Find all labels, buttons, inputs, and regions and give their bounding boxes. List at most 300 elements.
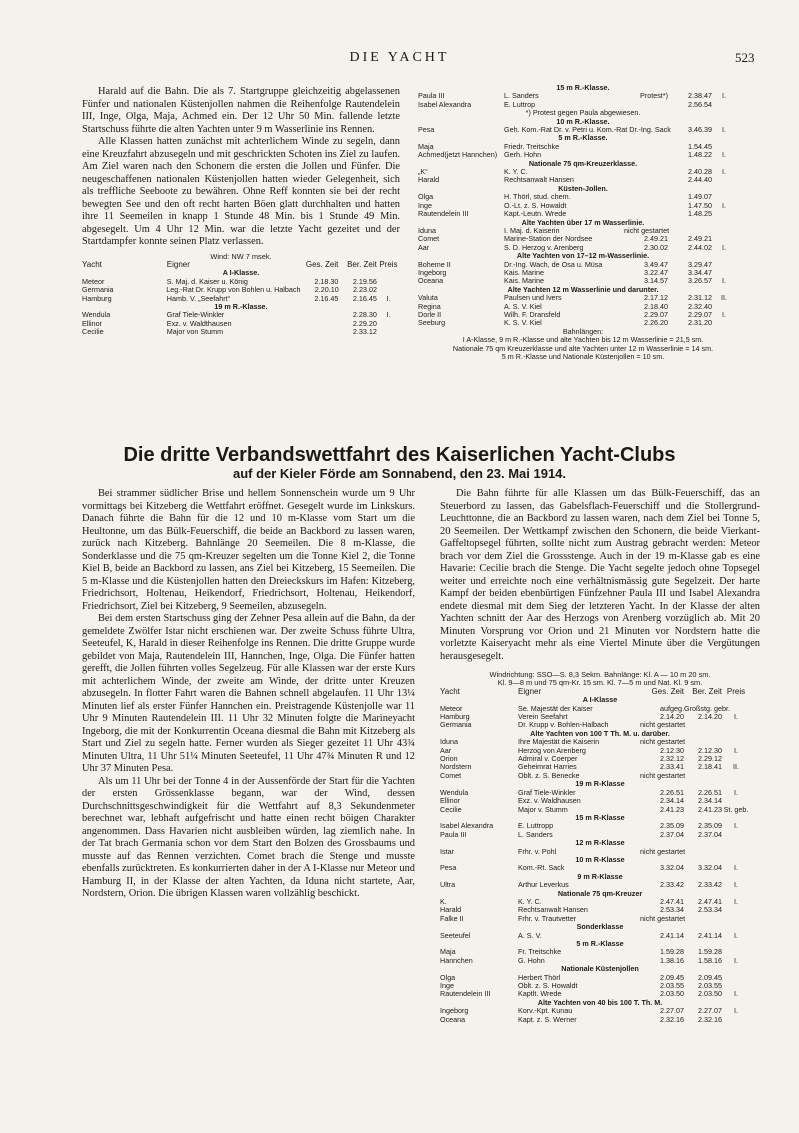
- corrected-time-cell: [684, 848, 722, 856]
- total-time-cell: 2.41.14: [660, 930, 684, 940]
- yacht-cell: Olga: [418, 192, 434, 202]
- class-heading: Alte Yachten von 100 T Th. M. u. darüber.: [530, 728, 670, 738]
- total-time-cell: 2.27.07: [660, 1006, 684, 1016]
- corrected-time-cell: [684, 772, 722, 780]
- corrected-time-cell: 2.31.12: [688, 293, 712, 303]
- prize-cell: [377, 278, 400, 286]
- corrected-time-cell: 2.44.02: [688, 242, 712, 252]
- prize-cell: [712, 101, 736, 109]
- total-time-cell: 2.18.30: [314, 276, 339, 286]
- prize-cell: I.: [734, 712, 738, 722]
- total-time-cell: nicht gestartet: [624, 225, 670, 235]
- yacht-cell: Germania: [82, 285, 114, 295]
- corrected-time-cell: 1.58.16: [698, 955, 722, 965]
- paragraph: Als um 11 Uhr bei der Tonne 4 in der Aussenförde der Start für die Yachten der ersten Grössenklasse begann, war der Wind, dessen Durchschnittsgeschwindigkeit für die Wettfahrt auf 8,3 Sekundenmeter berechnet war, lebhaft aufgefrischt und hatte einen recht böigen Charakter angenommen. Dass Havarien nicht ausbleiben würden, lag ziemlich nahe. In der Tat brach Germania schon vor dem Start den Bolzen des Grossbaums und musste auf das Rennen verzichten. Comet brach die Stenge und musste ebenfalls zurücktreten. Es konkurrierten daher in der A I-Klasse nur Meteor und Hamburg II, in der Klasse der alten Yachten, da Iduna nicht startete, Aar, Nordstern, Orion. Die übrigen Klassen waren vollzählig beschickt.: [82, 775, 415, 899]
- total-time-cell: 2.32.12: [660, 754, 684, 764]
- corrected-time-cell: 2.34.14: [698, 796, 722, 806]
- owner-cell: Wilh. F. Dransfeld: [504, 309, 561, 319]
- owner-cell: E. Luttropp: [518, 821, 554, 831]
- prize-cell: II.: [721, 293, 727, 303]
- total-time-cell: nicht gestartet: [640, 846, 686, 856]
- owner-cell: Frhr. v. Trautvetter: [518, 913, 577, 923]
- total-time-cell: 2.47.41: [660, 896, 684, 906]
- article-right-text: [440, 488, 760, 663]
- owner-cell: I. Maj. d. Kaiserin: [504, 225, 560, 235]
- prize-cell: [377, 320, 400, 328]
- prize-cell: [722, 915, 750, 923]
- prize-cell: I.: [722, 200, 726, 210]
- total-time-cell: 2.12.30: [660, 745, 684, 755]
- bahnlaengen-line: I A-Klasse, 9 m R.-Klasse und alte Yachten bis 12 m Wasserlinie = 21,5 sm.: [462, 335, 704, 345]
- paragraph: Bei dem ersten Startschuss ging der Zehner Pesa allein auf die Bahn, da der gemeldete Zwölfer Istar nicht erschienen war. Der zweite Schuss führte Ultra, Seeteufel, K, Harald in dieser Reihenfolge ins Rennen. Die dritte Gruppe wurde gebildet von Maja, Rautendelein III, Hannchen, Inge, Olga. Die Fünfer hatten gerefft, die Jollen führten volles Segelzeug. Für alle Klassen war der erste Kurs mit achterlichem Winde, der zweite am Winde, der dritte unter Kreuzen abzusegeln. In flotter Fahrt waren die Bahnen schnell abgelaufen. 11 Uhr 13¼ Minuten lief als erster Fünfer Hannchen ein. Preistragende Küstenjolle war 11 Uhr 9 Minuten Rautendelein III. 11 Uhr 32 Minuten folgte die Marineyacht Ingeborg, die mit der Konkurrentin Oceana diesmal die Bahn mit Kitzeberg als Start und Ziel zu segeln hatte. Ferner wurden als Sieger gezeitet 11 Uhr 43¾ Minuten Ultra, 11 Uhr 51¼ Minuten Seeteufel, 11 Uhr 47¾ Minuten R und 12 Uhr 37 Minuten Pesa.: [82, 613, 415, 774]
- class-heading: 5 m R.-Klasse.: [558, 133, 608, 143]
- yacht-cell: Nordstern: [440, 762, 472, 772]
- owner-cell: Oblt. z. S. Howaldt: [518, 981, 578, 991]
- corrected-time-cell: 2.40.28: [688, 167, 712, 177]
- yacht-cell: Oceana: [440, 1014, 466, 1024]
- owner-cell: Rechtsanwalt Hansen: [504, 175, 574, 185]
- prize-cell: I.: [734, 863, 738, 873]
- yacht-cell: Hamburg: [82, 293, 112, 303]
- corrected-time-cell: 2.09.45: [698, 972, 722, 982]
- owner-cell: Se. Majestät der Kaiser: [518, 703, 593, 713]
- corrected-time-cell: 2.29.07: [688, 309, 712, 319]
- owner-cell: G. Hohn: [518, 955, 545, 965]
- yacht-cell: Comet: [418, 234, 440, 244]
- prize-cell: I.: [722, 242, 726, 252]
- corrected-time-cell: 2.35.09: [698, 821, 722, 831]
- total-time-cell: [300, 328, 339, 336]
- yacht-cell: Aar: [440, 745, 452, 755]
- owner-cell: S. D. Herzog v. Arenberg: [504, 242, 584, 252]
- total-time-cell: 2.30.02: [644, 242, 668, 252]
- prize-cell: I.: [734, 1006, 738, 1016]
- owner-cell: Exz. v. Waldthausen: [166, 318, 232, 328]
- prize-cell: I.: [386, 293, 391, 303]
- owner-cell: Eigner: [166, 259, 190, 269]
- yacht-cell: K.: [440, 896, 447, 906]
- yacht-cell: Meteor: [440, 703, 463, 713]
- prize-cell: Preis: [726, 686, 746, 696]
- class-heading: 15 m R.-Klasse.: [556, 83, 610, 92]
- yacht-cell: Valuta: [418, 293, 438, 303]
- article-title: Die dritte Verbandswettfahrt des Kaiserlichen Yacht-Clubs: [123, 444, 676, 466]
- corrected-time-cell: 2.14.20: [698, 712, 722, 722]
- owner-cell: L. Sanders: [504, 91, 539, 101]
- owner-cell: Hamb. V. „Seefahrt“: [166, 293, 231, 303]
- corrected-time-cell: 3.29.47: [688, 259, 712, 269]
- owner-cell: Gerh. Hohn: [504, 150, 542, 160]
- class-heading: A I-Klasse.: [222, 268, 260, 278]
- paragraph: Die Bahn führte für alle Klassen um das Bülk-Feuerschiff, das an Steuerbord zu lassen, das Gabelsflach-Feuerschiff und die Stollergrund-Leuchttonne, die an Backbord zu lassen waren, nach dem Ziel bei Tonne 5, 20 Seemeilen. Der Wettkampf zwischen den Schonern, die beide Vierkant-Gaffeltopsegel führten, sollte nicht zum Austrag gebracht werden: Meteor brach vor dem Ziel die Grossstenge. Auch in der 19 m-Klasse gab es eine Havarie: Cecilie brach die Stenge. Die Yacht segelte jedoch ohne Topsegel weiter und erreichte noch eine verhältnismässig gute Segelzeit. Der harte Kampf der beiden ebenbürtigen Fünfzehner Paula III und Isabel Alexandra endete diesmal mit dem Sieg der letzteren Yacht. In der Klasse der alten Yachten schnitt der Aar des Herzogs von Arenberg vorzüglich ab. Mit 20 Minuten Vorsprung vor Orion und 21 Minuten vor Nordstern hatte die vorletzte Kaiseryacht mehr als eine Viertel Minute über die Vergütungen herausgesegelt.: [440, 488, 760, 662]
- owner-cell: Geheimrat Harries: [518, 762, 577, 772]
- corrected-time-cell: 2.12.30: [698, 745, 722, 755]
- yacht-cell: Wendula: [82, 310, 111, 320]
- yacht-cell: Ultra: [440, 880, 456, 890]
- class-heading: Nationale 75 qm-Kreuzerklasse.: [528, 158, 638, 168]
- total-time-cell: 2.20.10: [314, 285, 339, 295]
- owner-cell: Herbert Thörl: [518, 972, 561, 982]
- corrected-time-cell: 2.16.45: [352, 293, 377, 303]
- corrected-time-cell: 1.59.28: [698, 947, 722, 957]
- total-time-cell: Ges. Zeit: [305, 259, 339, 269]
- yacht-cell: Pesa: [418, 125, 435, 135]
- top-left-column: [82, 86, 400, 337]
- total-time-cell: [624, 193, 668, 201]
- corrected-time-cell: 1.47.50: [688, 200, 712, 210]
- corrected-time-cell: 1.48.22: [688, 150, 712, 160]
- total-time-cell: [624, 143, 668, 151]
- owner-cell: Fr. Treitschke: [518, 947, 562, 957]
- owner-cell: K. S. V. Kiel: [504, 318, 542, 328]
- class-heading: Alte Yachten 12 m Wasserlinie und darunter.: [507, 284, 659, 294]
- corrected-time-cell: 2.03.50: [698, 989, 722, 999]
- yacht-cell: Meteor: [82, 276, 105, 286]
- total-time-cell: Protest*): [640, 91, 668, 101]
- owner-cell: Kais. Marine: [504, 276, 544, 286]
- wind-line: Kl. 9—8 m und 75 qm-Kr. 15 sm. Kl. 7—5 m und Nat. Kl. 9 sm.: [497, 678, 703, 688]
- total-time-cell: 2.17.12: [644, 293, 668, 303]
- corrected-time-cell: 2.26.51: [698, 787, 722, 797]
- corrected-time-cell: 2.23.02: [353, 285, 378, 295]
- total-time-cell: nicht gestartet: [640, 770, 686, 780]
- yacht-cell: Seeburg: [418, 318, 446, 328]
- corrected-time-cell: 1.49.07: [688, 192, 712, 202]
- prize-cell: I.: [386, 310, 391, 320]
- total-time-cell: 2.49.21: [644, 234, 668, 244]
- yacht-cell: Iduna: [440, 737, 458, 747]
- table-row: [440, 906, 760, 914]
- class-heading: Alte Yachten von 40 bis 100 T. Th. M.: [537, 997, 663, 1007]
- total-time-cell: [624, 176, 668, 184]
- prize-cell: [722, 974, 750, 982]
- yacht-cell: Dorle II: [418, 309, 442, 319]
- owner-cell: Leg.-Rat Dr. Krupp von Bohlen u. Halbach: [166, 285, 301, 295]
- total-time-cell: 2.32.16: [660, 1014, 684, 1024]
- corrected-time-cell: [684, 721, 722, 729]
- bahnlaengen-line: Nationale 75 qm Kreuzerklasse und alte Yachten unter 12 m Wasserlinie = 14 sm.: [452, 343, 714, 353]
- owner-cell: Exz. v. Waldhausen: [518, 796, 581, 806]
- owner-cell: Major von Stumm: [166, 327, 224, 337]
- class-heading: 9 m R-Klasse: [577, 871, 623, 881]
- owner-cell: E. Luttrop: [504, 99, 536, 109]
- yacht-cell: Boheme II: [418, 259, 451, 269]
- bahnlaengen-line: 5 m R.-Klasse und Nationale Küstenjollen = 10 sm.: [501, 352, 665, 361]
- table-row: [440, 1016, 760, 1024]
- yacht-cell: Oceana: [418, 276, 444, 286]
- class-heading: Alte Yachten von 17–12 m-Wasserlinie.: [516, 251, 650, 261]
- yacht-cell: Ingeborg: [440, 1006, 469, 1016]
- owner-cell: Kaptlt. Wrede: [518, 989, 562, 999]
- yacht-cell: Germania: [440, 720, 472, 730]
- owner-cell: Major v. Stumm: [518, 804, 568, 814]
- paragraph: Alle Klassen hatten zunächst mit achterlichem Winde zu segeln, dann eine Kreuzfahrt abzusegeln und mit geschrickten Schoten ins Ziel zu laufen. Am Ziel waren nach den Schonern die ersten die Jollen und Fünfer. Die neugeschaffenen nationalen Küstenjollen hatten wieder Gelegenheit, sich als treffliche Seeboote zu bewähren. Ohne Reff konnten sie bei der recht bewegten See und den oft recht harten Böen glatt durchhalten und hatten ihre 11 Seemeilen in knapp 1 Stunde 48 Min. bis 1 Stunde 49 Min. abgesegelt. Um 4 Uhr 12 Min. war die letzte Yacht gezeitet und der Startdampfer konnte seinen Platz verlassen.: [82, 136, 400, 247]
- corrected-time-cell: 2.18.41: [698, 762, 722, 772]
- yacht-cell: Yacht: [440, 686, 460, 696]
- total-time-cell: 2.03.55: [660, 981, 684, 991]
- total-time-cell: 2.33.41: [660, 762, 684, 772]
- corrected-time-cell: 3.34.47: [688, 267, 712, 277]
- owner-cell: O.-Lt. z. S. Howaldt: [504, 200, 567, 210]
- yacht-cell: Iduna: [418, 225, 436, 235]
- total-time-cell: 2.03.50: [660, 989, 684, 999]
- total-time-cell: nicht gestartet: [640, 720, 686, 730]
- owner-cell: S. Maj. d. Kaiser u. König: [166, 276, 248, 286]
- owner-cell: Dr.-Ing. Wach, de Osa u. Müsa: [504, 259, 603, 269]
- prize-cell: [712, 261, 736, 269]
- yacht-cell: Cecilie: [440, 804, 462, 814]
- yacht-cell: Paula III: [440, 829, 467, 839]
- prize-cell: I.: [734, 880, 738, 890]
- prize-cell: II.: [733, 762, 739, 772]
- class-heading: 10 m R-Klasse: [575, 854, 625, 864]
- yacht-cell: Ellinor: [82, 318, 102, 328]
- total-time-cell: 2.37.04: [660, 829, 684, 839]
- class-heading: Alte Yachten über 17 m Wasserlinie.: [521, 217, 645, 227]
- total-time-cell: nicht gestartet: [640, 913, 686, 923]
- total-time-cell: 2.29.07: [644, 309, 668, 319]
- total-time-cell: 1.38.16: [660, 955, 684, 965]
- yacht-cell: Ingeborg: [418, 267, 447, 277]
- yacht-cell: Pesa: [440, 863, 457, 873]
- yacht-cell: Paula III: [418, 91, 445, 101]
- yacht-cell: Wendula: [440, 787, 469, 797]
- prize-cell: I.: [734, 745, 738, 755]
- prize-cell: [722, 906, 750, 914]
- corrected-time-cell: 2.47.41: [698, 896, 722, 906]
- yacht-cell: Hamburg: [440, 712, 470, 722]
- owner-cell: A. S. V. Kiel: [504, 301, 542, 311]
- wind-line: Wind: NW 7 msek.: [210, 251, 272, 261]
- prize-cell: [722, 848, 750, 856]
- corrected-time-cell: Ber. Zeit: [692, 686, 722, 696]
- total-time-cell: 3.49.47: [644, 259, 668, 269]
- prize-cell: [722, 772, 750, 780]
- prize-cell: I.: [734, 896, 738, 906]
- wind-line: Windrichtung: SSO—S. 8,3 Sekm. Bahnlänge: Kl. A — 10 m 20 sm.: [489, 670, 711, 679]
- prize-cell: Preis: [379, 259, 398, 269]
- total-time-cell: [300, 311, 339, 319]
- corrected-time-cell: 3.46.39: [688, 125, 712, 135]
- yacht-cell: Rautendelein III: [440, 989, 491, 999]
- corrected-time-cell: Ber. Zeit: [347, 259, 377, 269]
- total-time-cell: 2.14.20: [660, 712, 684, 722]
- corrected-time-cell: 2.27.07: [698, 1006, 722, 1016]
- prize-cell: I.: [734, 955, 738, 965]
- prize-cell: [712, 210, 736, 218]
- corrected-time-cell: 2.56.54: [688, 99, 712, 109]
- total-time-cell: 3.22.47: [644, 267, 668, 277]
- owner-cell: Frhr. v. Pohl: [518, 846, 557, 856]
- corrected-time-cell: 2.03.55: [698, 981, 722, 991]
- owner-cell: Marine-Station der Nordsee: [504, 234, 593, 244]
- prize-cell: I.: [722, 91, 726, 101]
- yacht-cell: Orion: [440, 754, 458, 764]
- total-time-cell: 2.34.14: [660, 796, 684, 806]
- page-number: 523: [735, 50, 755, 65]
- owner-cell: Kapt.-Leutn. Wrede: [504, 209, 567, 219]
- total-time-cell: 2.53.34: [660, 905, 684, 915]
- yacht-cell: Seeteufel: [440, 930, 471, 940]
- yacht-cell: Maja: [440, 947, 456, 957]
- total-time-cell: 2.18.40: [644, 301, 668, 311]
- bahnlaengen-title: Bahnlängen:: [562, 326, 604, 336]
- owner-cell: Paulsen und Ivers: [504, 293, 562, 303]
- prize-cell: I.: [722, 167, 726, 177]
- table-row: [82, 328, 400, 336]
- yacht-cell: Regina: [418, 301, 441, 311]
- yacht-cell: Inge: [440, 981, 454, 991]
- yacht-cell: Yacht: [82, 259, 102, 269]
- total-time-cell: [624, 126, 668, 134]
- total-time-cell: 2.33.42: [660, 880, 684, 890]
- owner-cell: Admiral v. Coerper: [518, 754, 578, 764]
- corrected-time-cell: Großstg. gebr.: [684, 703, 730, 713]
- yacht-cell: „K“: [418, 167, 428, 177]
- owner-cell: A. S. V.: [518, 930, 542, 940]
- prize-cell: I.: [722, 125, 726, 135]
- class-heading: Sonderklasse: [576, 922, 624, 932]
- owner-cell: Herzog von Arenberg: [518, 745, 586, 755]
- article-right-column: [440, 488, 760, 1024]
- prize-cell: I.: [734, 930, 738, 940]
- owner-cell: Dr. Krupp v. Bohlen-Halbach: [518, 720, 609, 730]
- owner-cell: L. Sanders: [518, 829, 553, 839]
- prize-cell: [722, 1016, 750, 1024]
- corrected-time-cell: 2.41.23: [698, 804, 722, 814]
- corrected-time-cell: 2.37.04: [698, 829, 722, 839]
- corrected-time-cell: 2.44.40: [688, 175, 712, 185]
- owner-cell: H. Thörl, stud. chem.: [504, 192, 571, 202]
- class-heading: Nationale 75 qm-Kreuzer: [557, 888, 643, 898]
- owner-cell: Rechtsanwalt Hansen: [518, 905, 588, 915]
- prize-cell: I.: [734, 821, 738, 831]
- total-time-cell: 2.41.23: [660, 804, 684, 814]
- yacht-cell: Harald: [440, 905, 462, 915]
- total-time-cell: nicht gestartet: [640, 737, 686, 747]
- yacht-cell: Falke II: [440, 913, 464, 923]
- corrected-time-cell: 2.33.42: [698, 880, 722, 890]
- corrected-time-cell: 3.32.04: [698, 863, 722, 873]
- total-time-cell: aufgeg.: [660, 703, 684, 713]
- paragraph: Bei strammer südlicher Brise und hellem Sonnenschein wurde um 9 Uhr vormittags bei Kitzeberg die Wettfahrt eröffnet. Gesegelt wurde im Linkskurs. Danach führte die Bahn für die 12 und 10 m-Klasse vom Start um die Heultonne, um das Bülk-Feuerschiff, die beide an Backbord zu lassen waren, zurück nach Kitzeberg. Bahnlänge 20 Seemeilen. Die 8 m-Klasse, die Sonderklasse und die 75 qm-Kreuzer segelten um die Tonne Kiel 2, die Tonne Kiel B, beide an Backbord zu lassen, ans Ziel bei Kitzeberg, 15 Seemeilen. Die 5 m-Klasse und die Küstenjollen hatten den Dreieckskurs im Hafen: Kitzeberg, Friedrichsort, Holtenau, Heikendorf, Friedrichsort, Holtenau, Heikendorf, Friedrichsort, Ziel bei Kitzeberg, 9 Seemeilen, abzusegeln.: [82, 488, 415, 612]
- prize-cell: I.: [722, 276, 726, 286]
- total-time-cell: 2.09.45: [660, 972, 684, 982]
- owner-cell: Graf Tiele-Winkler: [166, 310, 225, 320]
- results-rows: [440, 688, 760, 1024]
- yacht-cell: Cecilie: [82, 327, 104, 337]
- class-heading: 12 m R-Klasse: [575, 838, 625, 848]
- owner-cell: Kom.-Rt. Sack: [518, 863, 565, 873]
- class-heading: 5 m R.-Klasse: [576, 939, 624, 948]
- prize-cell: [712, 227, 736, 235]
- corrected-time-cell: 3.26.57: [688, 276, 712, 286]
- class-heading: 10 m R.-Klasse.: [556, 116, 610, 126]
- owner-cell: Friedr. Treitschke: [504, 141, 560, 151]
- footnote: *) Protest gegen Paula abgewiesen.: [525, 108, 641, 118]
- class-heading: 15 m R-Klasse: [575, 812, 625, 822]
- class-heading: A I-Klasse: [582, 695, 618, 705]
- corrected-time-cell: 2.28.30: [352, 310, 377, 320]
- owner-cell: Oblt. z. S. Benecke: [518, 770, 580, 780]
- journal-title: DIE YACHT: [349, 50, 450, 65]
- yacht-cell: Rautendelein III: [418, 209, 469, 219]
- yacht-cell: Isabel Alexandra: [440, 821, 494, 831]
- yacht-cell: Achmed(jetzt Hannchen): [418, 150, 498, 160]
- corrected-time-cell: 2.32.16: [698, 1014, 722, 1024]
- owner-cell: Graf Tiele-Winkler: [518, 787, 576, 797]
- paragraph: Harald auf die Bahn. Die als 7. Startgruppe gleichzeitig abgelassenen Fünfer und nationalen Küstenjollen nahmen die Reihenfolge Rautendelein III, Inge, Olga, Maja, Achmed ein. Der 12 Uhr 50 Min. fallende letzte Startschuss führte die alten Yachten unter 9 m Wasserlinie ins Rennen.: [82, 86, 400, 135]
- corrected-time-cell: 2.29.12: [698, 754, 722, 764]
- yacht-cell: Aar: [418, 242, 430, 252]
- corrected-time-cell: [684, 915, 722, 923]
- total-time-cell: 3.32.04: [660, 863, 684, 873]
- results-table: [440, 671, 760, 1024]
- owner-cell: Ihre Majestät die Kaiserin: [518, 737, 600, 747]
- prize-cell: I.: [722, 309, 726, 319]
- total-time-cell: [624, 202, 668, 210]
- prize-cell: [377, 328, 400, 336]
- prize-cell: I.: [722, 150, 726, 160]
- class-heading: Nationale Küstenjollen: [561, 964, 639, 974]
- corrected-time-cell: 1.48.25: [688, 209, 712, 219]
- owner-cell: Arthur Leverkus: [518, 880, 569, 890]
- yacht-cell: Maja: [418, 141, 434, 151]
- yacht-cell: Hannchen: [440, 955, 473, 965]
- yacht-cell: Ellinor: [440, 796, 460, 806]
- class-heading: 19 m R.-Klasse.: [214, 301, 268, 311]
- total-time-cell: 2.26.20: [644, 318, 668, 328]
- yacht-cell: Inge: [418, 200, 432, 210]
- corrected-time-cell: 2.53.34: [698, 905, 722, 915]
- prize-cell: [722, 721, 750, 729]
- owner-cell: Kapt. z. S. Werner: [518, 1014, 577, 1024]
- corrected-time-cell: 2.33.12: [352, 327, 377, 337]
- total-time-cell: 2.16.45: [314, 293, 339, 303]
- article-left-column: [82, 488, 415, 901]
- owner-cell: Geh. Kom.-Rat Dr. v. Petri u. Kom.-Rat Dr.-Ing. Sack: [504, 125, 671, 135]
- top-right-results: [418, 84, 748, 361]
- corrected-time-cell: 2.41.14: [698, 930, 722, 940]
- class-heading: Küsten-Jollen.: [558, 183, 608, 193]
- corrected-time-cell: 2.29.20: [352, 318, 377, 328]
- corrected-time-cell: 2.32.40: [688, 301, 712, 311]
- total-time-cell: 2.35.09: [660, 821, 684, 831]
- owner-cell: K. Y. C.: [504, 167, 528, 177]
- prize-cell: [712, 176, 736, 184]
- prize-cell: I.: [734, 787, 738, 797]
- yacht-cell: Isabel Alexandra: [418, 99, 472, 109]
- total-time-cell: 3.14.57: [644, 276, 668, 286]
- prize-cell: [722, 831, 750, 839]
- corrected-time-cell: 2.38.47: [688, 91, 712, 101]
- prize-cell: St. geb.: [723, 804, 749, 814]
- total-time-cell: Ges. Zeit: [651, 686, 684, 696]
- total-time-cell: 2.26.51: [660, 787, 684, 797]
- owner-cell: Kais. Marine: [504, 267, 544, 277]
- yacht-cell: Harald: [418, 175, 440, 185]
- corrected-time-cell: 2.31.20: [688, 318, 712, 328]
- owner-cell: Eigner: [518, 686, 542, 696]
- prize-cell: I.: [734, 989, 738, 999]
- corrected-time-cell: 2.49.21: [688, 234, 712, 244]
- total-time-cell: [624, 168, 668, 176]
- article-subtitle: auf der Kieler Förde am Sonnabend, den 23. Mai 1914.: [232, 466, 567, 481]
- corrected-time-cell: 2.19.56: [352, 276, 377, 286]
- yacht-cell: Comet: [440, 770, 462, 780]
- results-table: [82, 253, 400, 337]
- table-row: [440, 763, 760, 771]
